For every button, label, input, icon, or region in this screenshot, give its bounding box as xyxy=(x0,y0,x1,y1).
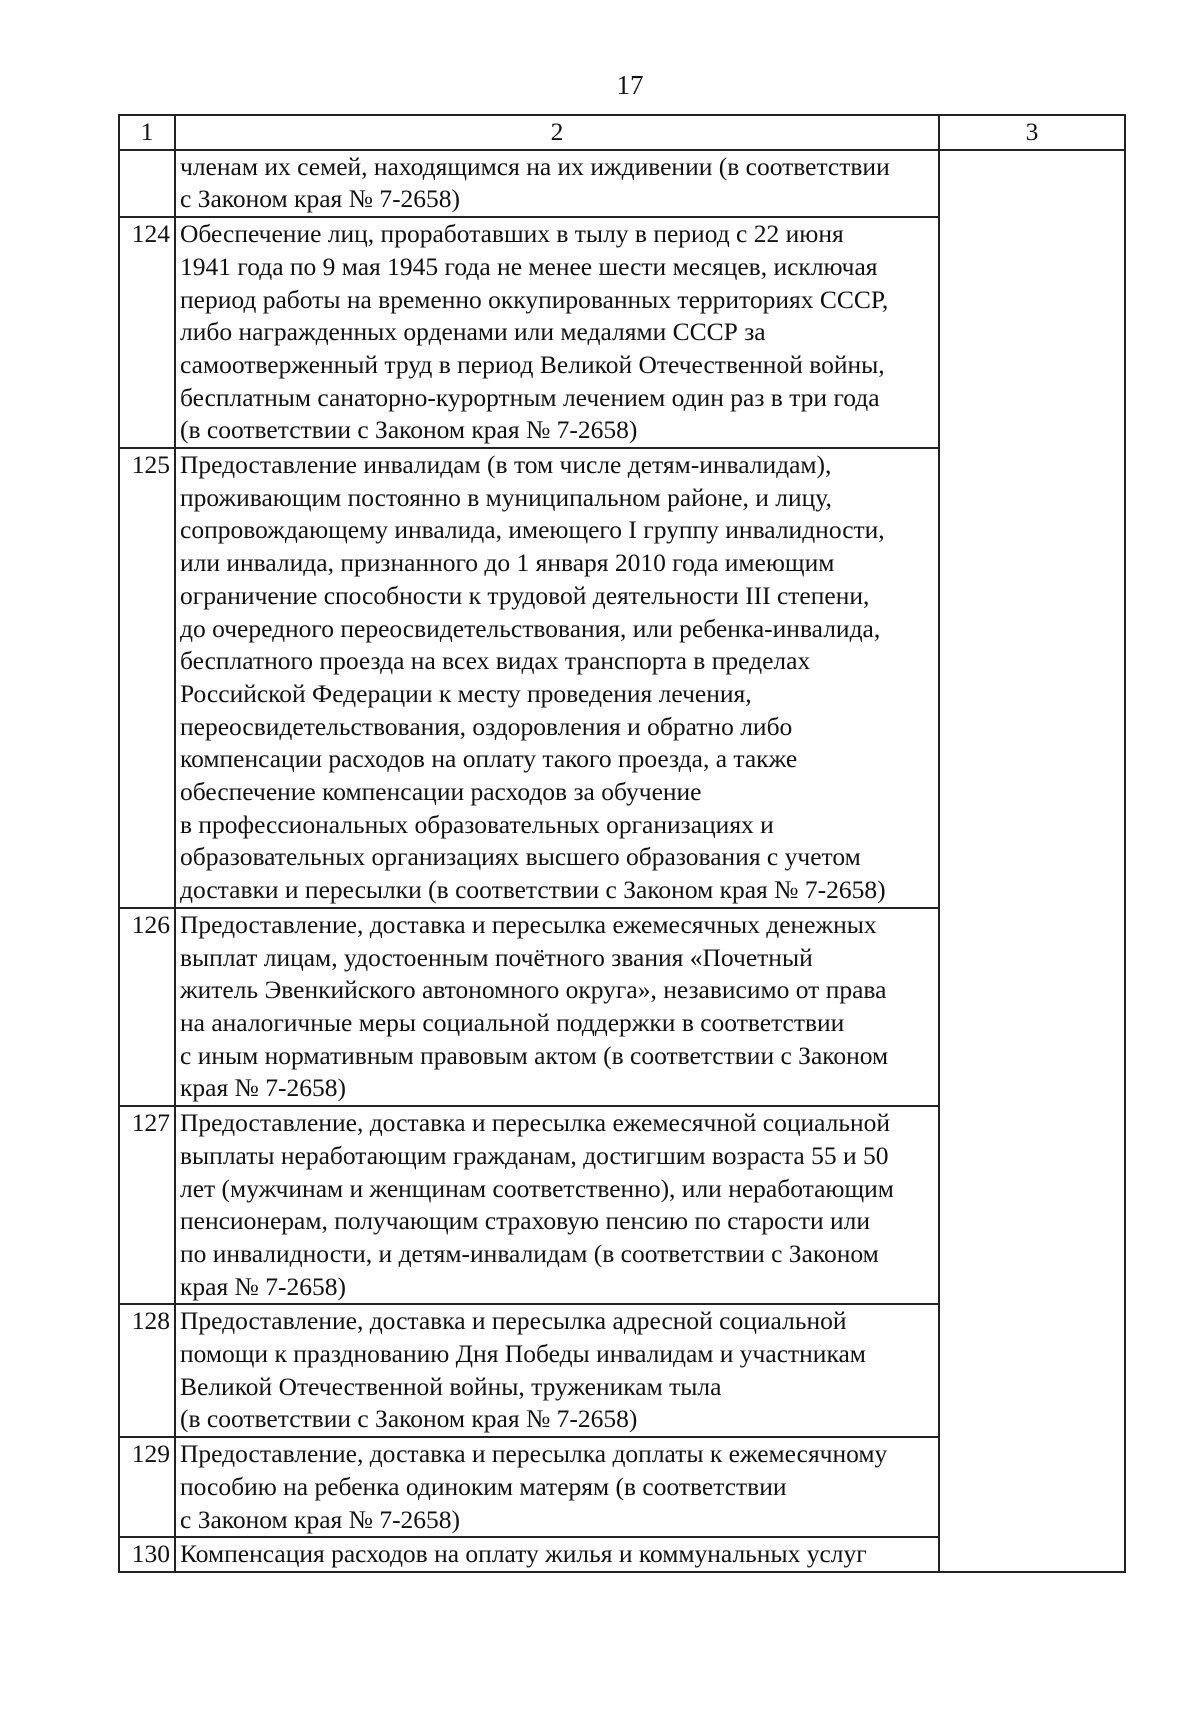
column-3-cell xyxy=(939,150,1125,1572)
text-line: Предоставление инвалидам (в том числе детям-инвалидам), xyxy=(180,450,832,480)
header-col-3: 3 xyxy=(939,115,1125,150)
text-line: с иным нормативным правовым актом (в соответствии с Законом xyxy=(180,1040,889,1070)
text-line: (в соответствии с Законом края № 7-2658) xyxy=(180,1404,638,1434)
text-line: по инвалидности, и детям-инвалидам (в соответствии с Законом xyxy=(180,1238,879,1268)
text-line: период работы на временно оккупированных территориях СССР, xyxy=(180,284,889,314)
row-number: 126 xyxy=(119,908,175,1106)
text-line: пенсионерам, получающим страховую пенсию по старости или xyxy=(180,1206,870,1236)
text-line: житель Эвенкийского автономного округа», независимо от права xyxy=(180,975,887,1005)
row-number: 124 xyxy=(119,217,175,448)
row-text xyxy=(175,1437,939,1537)
text-line: либо награжденных орденами или медалями СССР за xyxy=(180,317,766,347)
text-line: на аналогичные меры социальной поддержки в соответствии xyxy=(180,1007,845,1037)
text-line: самоотверженный труд в период Великой Отечественной войны, xyxy=(180,349,885,379)
text-line: переосвидетельствования, оздоровления и обратно либо xyxy=(180,711,793,741)
text-line: Предоставление, доставка и пересылка ежемесячной социальной xyxy=(180,1108,891,1138)
row-number: 129 xyxy=(119,1437,175,1537)
row-number: 127 xyxy=(119,1106,175,1304)
text-line: обеспечение компенсации расходов за обучение xyxy=(180,777,702,807)
text-line: с Законом края № 7-2658) xyxy=(180,1504,461,1534)
row-number: 125 xyxy=(119,448,175,908)
text-line: Предоставление, доставка и пересылка доплаты к ежемесячному xyxy=(180,1439,888,1469)
text-line: Российской Федерации к месту проведения лечения, xyxy=(180,678,752,708)
text-line: Компенсация расходов на оплату жилья и коммунальных услуг xyxy=(180,1539,867,1569)
text-line: или инвалида, признанного до 1 января 2010 года имеющим xyxy=(180,548,835,578)
text-line: в профессиональных образовательных организациях и xyxy=(180,809,774,839)
text-line: проживающим постоянно в муниципальном районе, и лицу, xyxy=(180,482,832,512)
text-line: пособию на ребенка одиноким матерям (в соответствии xyxy=(180,1471,787,1501)
table-body xyxy=(119,115,1125,1572)
row-text xyxy=(175,150,939,217)
document-table xyxy=(118,114,1126,1573)
row-number: 128 xyxy=(119,1304,175,1437)
text-line: помощи к празднованию Дня Победы инвалидам и участникам xyxy=(180,1339,866,1369)
row-number xyxy=(119,150,175,217)
row-text xyxy=(175,217,939,448)
header-col-2: 2 xyxy=(175,115,939,150)
header-row xyxy=(119,115,1125,150)
text-line: Обеспечение лиц, проработавших в тылу в период с 22 июня xyxy=(180,219,844,249)
text-line: доставки и пересылки (в соответствии с Законом края № 7-2658) xyxy=(180,875,886,905)
text-line: (в соответствии с Законом края № 7-2658) xyxy=(180,415,638,445)
text-line: образовательных организациях высшего образования с учетом xyxy=(180,842,861,872)
row-text xyxy=(175,908,939,1106)
text-line: Предоставление, доставка и пересылка ежемесячных денежных xyxy=(180,909,877,939)
text-line: Предоставление, доставка и пересылка адресной социальной xyxy=(180,1306,847,1336)
text-line: до очередного переосвидетельствования, или ребенка-инвалида, xyxy=(180,613,881,643)
row-text xyxy=(175,1106,939,1304)
text-line: членам их семей, находящимся на их иждивении (в соответствии xyxy=(180,151,890,181)
header-col-1: 1 xyxy=(119,115,175,150)
row-text xyxy=(175,1537,939,1572)
text-line: края № 7-2658) xyxy=(180,1271,346,1301)
text-line: края № 7-2658) xyxy=(180,1073,346,1103)
page-number: 17 xyxy=(616,70,644,100)
text-line: выплаты неработающим гражданам, достигшим возраста 55 и 50 xyxy=(180,1140,889,1170)
row-text xyxy=(175,448,939,908)
table-row xyxy=(119,150,1125,217)
row-number: 130 xyxy=(119,1537,175,1572)
text-line: сопровождающему инвалида, имеющего I группу инвалидности, xyxy=(180,515,885,545)
text-line: 1941 года по 9 мая 1945 года не менее шести месяцев, исключая xyxy=(180,251,878,281)
text-line: Великой Отечественной войны, труженикам тыла xyxy=(180,1371,722,1401)
text-line: лет (мужчинам и женщинам соответственно), или неработающим xyxy=(180,1173,894,1203)
text-line: бесплатным санаторно-курортным лечением один раз в три года xyxy=(180,382,880,412)
text-line: компенсации расходов на оплату такого проезда, а также xyxy=(180,744,798,774)
text-line: ограничение способности к трудовой деятельности III степени, xyxy=(180,580,870,610)
row-text xyxy=(175,1304,939,1437)
text-line: бесплатного проезда на всех видах транспорта в пределах xyxy=(180,646,811,676)
text-line: выплат лицам, удостоенным почётного звания «Почетный xyxy=(180,942,813,972)
text-line: с Законом края № 7-2658) xyxy=(180,184,461,214)
